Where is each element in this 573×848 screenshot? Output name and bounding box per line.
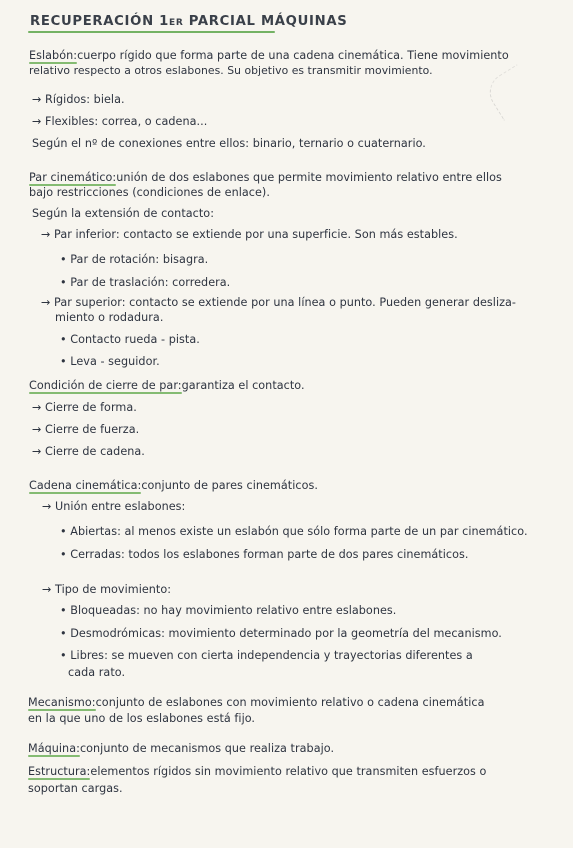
cadena-cinematica-term [29, 479, 141, 493]
mecanismo-line-2: en la que uno de los eslabones está fijo. [28, 712, 256, 725]
cierre-par-underline [29, 392, 182, 394]
maquina-definition: conjunto de mecanismos que realiza trabajo. [79, 742, 335, 755]
eslabon-term-text: Eslabón: [29, 49, 78, 62]
maquina-term-text: Máquina: [28, 742, 80, 755]
cierre-par-line [29, 379, 305, 393]
leva-seguidor-line: • Leva - seguidor. [60, 355, 160, 368]
par-superior-line-1: → Par superior: contacto se extiende por una línea o punto. Pueden generar desliza- [41, 296, 517, 309]
par-rotacion-line: • Par de rotación: bisagra. [60, 253, 209, 266]
eslabon-term [29, 49, 77, 63]
libres-line-1: • Libres: se mueven con cierta independencia y trayectorias diferentes a [60, 649, 473, 662]
cadena-cinematica-underline [29, 492, 141, 494]
libres-line-2: cada rato. [68, 666, 126, 679]
par-traslacion-line: • Par de traslación: corredera. [60, 276, 231, 289]
par-cinematico-line-1 [29, 171, 502, 185]
eslabon-definition: cuerpo rígido que forma parte de una cadena cinemática. Tiene movimiento [77, 49, 509, 62]
par-inferior-line: → Par inferior: contacto se extiende por una superficie. Son más estables. [41, 228, 458, 241]
eslabon-line-2: relativo respecto a otros eslabones. Su objetivo es transmitir movimiento. [29, 64, 433, 77]
bloqueadas-line: • Bloqueadas: no hay movimiento relativo entre eslabones. [60, 604, 397, 617]
par-cinematico-term-text: Par cinemático: [29, 171, 117, 184]
mecanismo-term [28, 696, 96, 710]
cerradas-line: • Cerradas: todos los eslabones forman parte de dos pares cinemáticos. [60, 548, 469, 561]
mecanismo-line-1 [28, 696, 485, 710]
par-cinematico-definition: unión de dos eslabones que permite movimiento relativo entre ellos [116, 171, 502, 184]
estructura-term-text: Estructura: [28, 765, 91, 778]
cadena-cinematica-term-text: Cadena cinemática: [29, 479, 142, 492]
cadena-cinematica-definition: conjunto de pares cinemáticos. [141, 479, 318, 492]
extension-contacto-line: Según la extensión de contacto: [32, 207, 215, 220]
page-title: RECUPERACIÓN 1er PARCIAL MÁQUINAS [30, 14, 348, 29]
cierre-par-definition: garantiza el contacto. [181, 379, 305, 392]
title-underline [28, 31, 275, 33]
par-superior-line-2: miento o rodadura. [55, 311, 164, 324]
mecanismo-underline [28, 709, 96, 711]
tipo-movimiento-line: → Tipo de movimiento: [42, 583, 172, 596]
cierre-cadena-line: → Cierre de cadena. [32, 445, 145, 458]
desmodromicas-line: • Desmodrómicas: movimiento determinado por la geometría del mecanismo. [60, 627, 502, 640]
cierre-forma-line: → Cierre de forma. [32, 401, 137, 414]
maquina-underline [28, 755, 80, 757]
estructura-term [28, 765, 90, 779]
cierre-par-term [29, 379, 182, 393]
maquina-line [28, 742, 334, 756]
estructura-line-1 [28, 765, 486, 779]
estructura-line-2: soportan cargas. [28, 782, 123, 795]
mecanismo-definition: conjunto de eslabones con movimiento relativo o cadena cinemática [95, 696, 485, 709]
rigidos-line: → Rígidos: biela. [32, 93, 125, 106]
flexibles-line: → Flexibles: correa, o cadena... [32, 115, 208, 128]
abiertas-line: • Abiertas: al menos existe un eslabón que sólo forma parte de un par cinemático. [60, 525, 528, 538]
union-eslabones-line: → Unión entre eslabones: [42, 500, 186, 513]
estructura-definition: elementos rígidos sin movimiento relativo que transmiten esfuerzos o [90, 765, 487, 778]
par-cinematico-term [29, 171, 116, 185]
cierre-fuerza-line: → Cierre de fuerza. [32, 423, 140, 436]
conexiones-line: Según el nº de conexiones entre ellos: binario, ternario o cuaternario. [32, 137, 426, 150]
cierre-par-term-text: Condición de cierre de par: [29, 379, 182, 392]
maquina-term [28, 742, 80, 756]
rueda-pista-line: • Contacto rueda - pista. [60, 333, 200, 346]
cadena-cinematica-line [29, 479, 318, 493]
mecanismo-term-text: Mecanismo: [28, 696, 96, 709]
estructura-underline [28, 778, 90, 780]
par-cinematico-line-2: bajo restricciones (condiciones de enlace). [29, 186, 270, 199]
eslabon-line-1 [29, 49, 509, 63]
faint-sketch [482, 64, 538, 120]
